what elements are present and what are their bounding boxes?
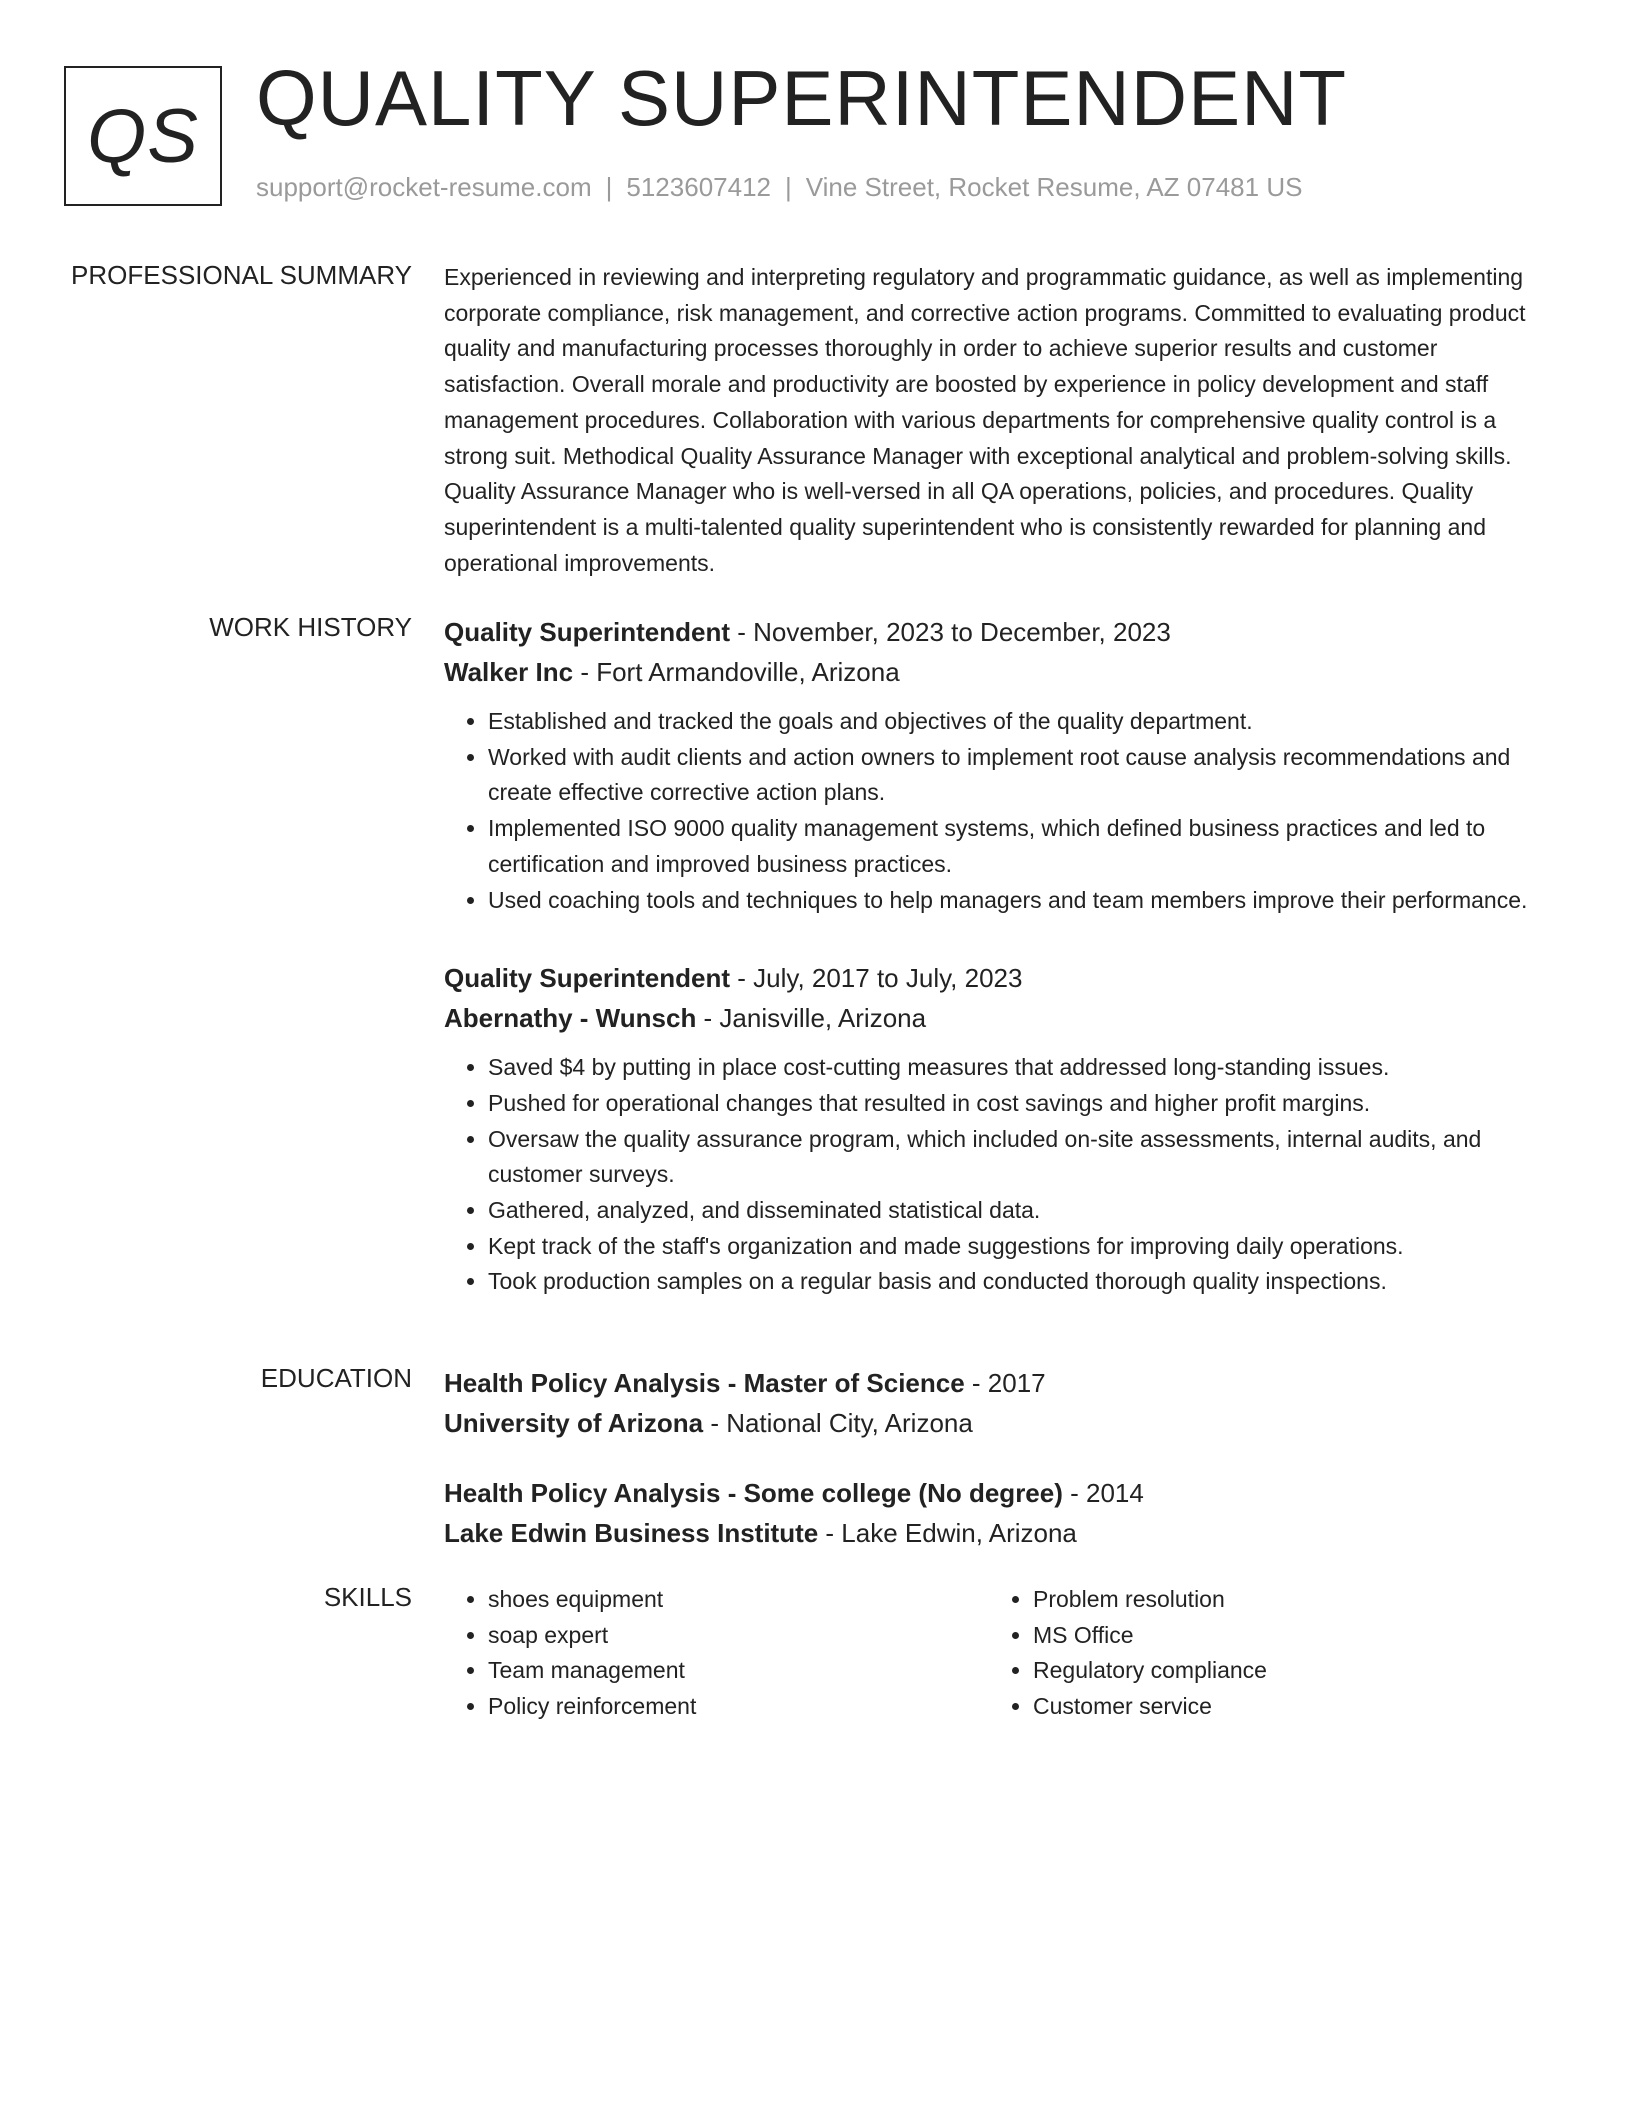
skills-column-left <box>444 1582 989 1725</box>
job-location: - Janisville, Arizona <box>696 1003 927 1034</box>
job-company-line <box>444 652 1554 692</box>
job-title: Quality Superintendent <box>444 617 731 647</box>
education-entry <box>444 1473 1554 1553</box>
job-bullets <box>444 704 1554 918</box>
education-location: - National City, Arizona <box>703 1408 973 1438</box>
education-school: University of Arizona <box>444 1408 704 1438</box>
skill-item: • shoes equipment <box>488 1582 989 1618</box>
job-bullet: • Saved $4 by putting in place cost-cutting measures that addressed long-standing issues. <box>488 1050 1554 1086</box>
job-title-line <box>444 612 1554 652</box>
skill-item: • Problem resolution <box>1033 1582 1534 1618</box>
job-bullet: • Gathered, analyzed, and disseminated statistical data. <box>488 1193 1554 1229</box>
job-bullet: • Oversaw the quality assurance program, which included on-site assessments, internal audits, and customer surveys. <box>488 1122 1554 1193</box>
education-location: - Lake Edwin, Arizona <box>818 1518 1077 1548</box>
job-entry <box>444 958 1554 1300</box>
skill-item: • MS Office <box>1033 1618 1534 1654</box>
summary-text: Experienced in reviewing and interpreting regulatory and programmatic guidance, as well as implementing corporate compliance, risk management, and corrective action programs. Committed to evaluating product quality and manufacturing processes thoroughly in order to achieve superior results and customer satisfaction. Overall morale and productivity are boosted by experience in policy development and staff management procedures. Collaboration with various departments for comprehensive quality control is a strong suit. Methodical Quality Assurance Manager with exceptional analytical and problem-solving skills. Quality Assurance Manager who is well-versed in all QA operations, policies, and procedures. Quality superintendent is a multi-talented quality superintendent who is consistently rewarded for planning and operational improvements. <box>444 264 1526 576</box>
job-bullets <box>444 1050 1554 1300</box>
contact-separator: | <box>785 172 792 202</box>
job-company: Walker Inc <box>444 657 574 687</box>
job-bullet: • Implemented ISO 9000 quality management systems, which defined business practices and led to certification and improved business practices. <box>488 811 1554 882</box>
education-year: - 2017 <box>964 1368 1046 1398</box>
job-company: Abernathy - Wunsch <box>444 1003 697 1034</box>
contact-line <box>256 172 1302 203</box>
job-bullet: • Worked with audit clients and action owners to implement root cause analysis recommendations and create effective corrective action plans. <box>488 740 1554 811</box>
summary-label: PROFESSIONAL SUMMARY <box>71 260 412 290</box>
job-bullet: • Took production samples on a regular basis and conducted thorough quality inspections. <box>488 1264 1554 1300</box>
education-entry <box>444 1363 1554 1443</box>
skill-item: • Team management <box>488 1653 989 1689</box>
job-entry <box>444 612 1554 918</box>
skills-label: SKILLS <box>323 1582 412 1612</box>
skill-item: • soap expert <box>488 1618 989 1654</box>
education-degree: Health Policy Analysis - Some college (No degree) <box>444 1478 1063 1508</box>
job-dates: - November, 2023 to December, 2023 <box>730 617 1171 647</box>
skills-column-right <box>989 1582 1534 1725</box>
contact-email[interactable]: support@rocket-resume.com <box>256 172 592 202</box>
job-company-line <box>444 998 1554 1038</box>
education-school-line <box>444 1403 1554 1443</box>
job-title: Quality Superintendent <box>444 963 731 994</box>
education-degree: Health Policy Analysis - Master of Science <box>444 1368 965 1398</box>
job-title-line <box>444 958 1554 998</box>
contact-separator: | <box>605 172 613 202</box>
job-bullet: • Used coaching tools and techniques to help managers and team members improve their performance. <box>488 883 1554 919</box>
contact-address: Vine Street, Rocket Resume, AZ 07481 US <box>805 172 1303 202</box>
education-year: - 2014 <box>1062 1478 1144 1508</box>
contact-phone[interactable]: 5123607412 <box>626 172 771 202</box>
education-school: Lake Edwin Business Institute <box>444 1518 819 1548</box>
job-bullet: • Established and tracked the goals and objectives of the quality department. <box>488 704 1554 740</box>
job-location: - Fort Armandoville, Arizona <box>573 657 900 687</box>
work-history-label: WORK HISTORY <box>209 612 412 642</box>
skill-item: • Regulatory compliance <box>1033 1653 1534 1689</box>
education-degree-line <box>444 1363 1554 1403</box>
education-school-line <box>444 1513 1554 1553</box>
job-bullet: • Kept track of the staff's organization and made suggestions for improving daily operations. <box>488 1229 1554 1265</box>
resume-name-title: QUALITY SUPERINTENDENT <box>256 54 1348 142</box>
skill-item: • Customer service <box>1033 1689 1534 1725</box>
job-bullet: • Pushed for operational changes that resulted in cost savings and higher profit margins. <box>488 1086 1554 1122</box>
education-degree-line <box>444 1473 1554 1513</box>
education-label: EDUCATION <box>260 1363 412 1393</box>
skill-item: • Policy reinforcement <box>488 1689 989 1725</box>
initials-monogram: QS <box>64 66 222 206</box>
job-dates: - July, 2017 to July, 2023 <box>730 963 1023 994</box>
